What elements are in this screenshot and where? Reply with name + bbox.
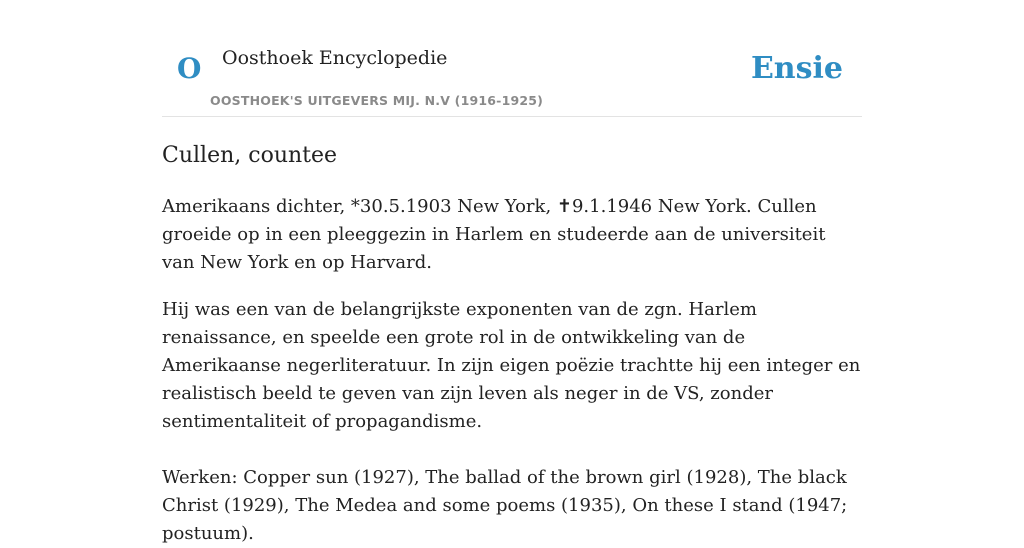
source-header <box>162 0 862 117</box>
article-page <box>162 0 862 548</box>
source-logo[interactable]: O <box>177 52 202 85</box>
works-paragraph: Werken: Copper sun (1927), The ballad of the brown girl (1928), The black Christ (1929), The Medea and some poems (1935), On these I stand (1947; postuum). <box>162 467 848 544</box>
publisher-label: OOSTHOEK'S UITGEVERS MIJ. N.V (1916-1925) <box>210 93 544 108</box>
ensie-logo-link[interactable]: Ensie <box>750 51 843 86</box>
article-paragraph: Hij was een van de belangrijkste exponenten van de zgn. Harlem renaissance, en speelde een grote rol in de ontwikkeling van de Amerikaanse negerliteratuur. In zijn eigen poëzie trachtte hij een integer en realistisch beeld te geven van zijn leven als neger in de VS, zonder sentimentaliteit of propagandisme. <box>162 299 861 432</box>
article-title: Cullen, countee <box>162 143 338 168</box>
source-title-link[interactable]: Oosthoek Encyclopedie <box>222 47 448 69</box>
article-paragraph: Amerikaans dichter, *30.5.1903 New York, ✝9.1.1946 New York. Cullen groeide op in een pleeggezin in Harlem en studeerde aan de universiteit van New York en op Harvard. <box>162 196 826 273</box>
